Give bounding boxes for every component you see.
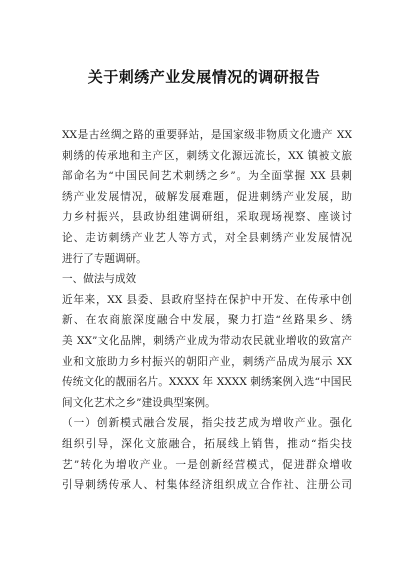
document-body (62, 125, 352, 496)
text-line: 组织引导，深化文旅融合，拓展线上销售，推动“指尖技 (62, 437, 352, 450)
text-line: 进行了专题调研。 (62, 252, 147, 265)
text-line: 绣产业发展情况，破解发展难题，促进刺绣产业发展，助 (62, 190, 352, 203)
intro-paragraph (62, 125, 352, 269)
text-line: 论、走访刺绣产业艺人等方式，对全县刺绣产业发展情况 (62, 231, 352, 244)
text-line: 传统文化的靓丽名片。XXXX 年 XXXX 刺绣案例入选“中国民 (62, 376, 352, 389)
text-line: 近年来，XX 县委、县政府坚持在保护中开发、在传承中创 (62, 293, 352, 306)
text-line: 引导刺绣传承人、村集体经济组织成立合作社、注册公司 (62, 479, 352, 492)
text-line: 业和文旅助力乡村振兴的朝阳产业，刺绣产品成为展示 XX (62, 355, 352, 368)
text-line: （一）创新模式融合发展，指尖技艺成为增收产业。强化 (62, 417, 352, 430)
document-title: 关于刺绣产业发展情况的调研报告 (87, 68, 321, 86)
results-paragraph (62, 290, 352, 414)
text-line: 新、在农商旅深度融合中发展，聚力打造“丝路果乡、绣 (62, 314, 352, 327)
text-line: 力乡村振兴，县政协组建调研组，采取现场视察、座谈讨 (62, 211, 352, 224)
subsection-paragraph (62, 413, 352, 495)
text-line: 艺”转化为增收产业。一是创新经营模式，促进群众增收 (62, 458, 352, 471)
text-line: 美 XX”文化品牌，刺绣产业成为带动农民就业增收的致富产 (62, 334, 352, 347)
text-line: XX是古丝绸之路的重要驿站，是国家级非物质文化遗产 XX (62, 129, 352, 141)
text-line: 部命名为“中国民间艺术刺绣之乡”。为全面掌握 XX 县刺 (62, 170, 352, 183)
text-line: 间文化艺术之乡”建设典型案例。 (62, 396, 216, 409)
section-heading (62, 269, 352, 290)
text-line: 刺绣的传承地和主产区，刺绣文化源远流长，XX 镇被文旅 (62, 149, 352, 162)
section-heading-text: 一、做法与成效 (62, 273, 137, 286)
